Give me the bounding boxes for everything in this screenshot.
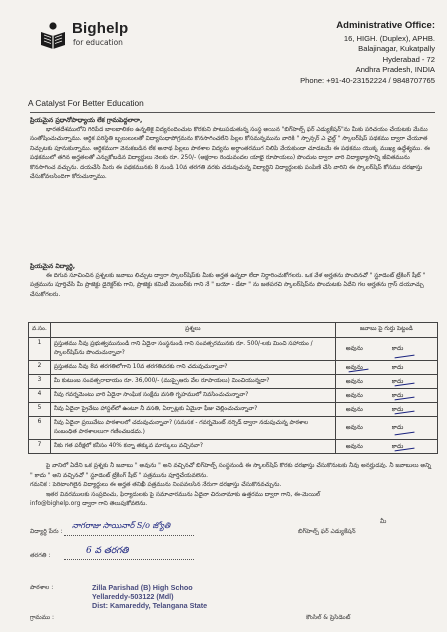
instruction-paragraph: ఈ దిగువ సూచించిన ప్రశ్నలకు జవాబు లిచ్చుట ద్వారా స్కాలర్‌షిప్‌కు మీకు అర్హత ఉన్నదా లేదా నిర్ధారించుకోగలరు. ఒక వేళ అర్హతను పొందినచో " స్టూడెంట్ ట్రేకింగ్ షీట్ " పత్రమును పూర్తిచేసి మీ ప్రాజెక్టు డైరెక్టర్‌కు గాని, ప్రాజెక్టు కమిటీ మెంబర్‌కు గాని నే " బయో - డేటా " ను జతపరచి స్కాలర్‌షిప్‌ను పొందుటకు ఏదేని గల అర్హతను గ్రాస్ దయూచ్చు చేసుకోగలరు. [30, 272, 426, 298]
brand-name: Bighelp [72, 20, 129, 37]
class-field[interactable] [64, 559, 194, 560]
option-no[interactable]: కాదు [391, 424, 404, 431]
option-yes[interactable]: అవును [345, 377, 363, 385]
option-no[interactable]: కాదు [391, 391, 404, 399]
stamp-line: Zilla Parishad (B) High Schoo [92, 583, 193, 592]
note-text: గమనిక : పెరిటాంగిలైన విద్యార్థులు ఈ అర్హత తనిఖీ పత్రమును నింపవలసిన నేరుగా దరఖాస్తు చేసుకొనవచ్చును. [30, 482, 282, 488]
pen-mark-icon [347, 361, 368, 373]
table-row [29, 417, 438, 440]
table-row [29, 375, 438, 389]
class-label: తరగతి : [30, 552, 51, 559]
row-number: 2 [29, 361, 51, 375]
row-number: 4 [29, 389, 51, 403]
answer-cell[interactable] [335, 417, 437, 440]
answer-cell[interactable] [335, 338, 437, 361]
table-header-row [29, 323, 438, 338]
table-row [29, 389, 438, 403]
intro-paragraph: భారతదేశములోని గిరిపేద బాలబాలికల ఉన్నతికై విద్యనందించుట కొరకుని పాటుపడుతున్న సంస్థ అయిన "బిగ్‌హెల్ప్ ఫర్ ఎడ్యుకేషన్"ను మీకు పరిచయం చేయటకు మేము సంతోషించుచున్నాము. ఆర్థిక పరిస్థితి బ్బలులులతో విద్యాసుధాపోగ్రమను కొనసాగించలేని పిల్లల కోసమన్నమును వారికి " స్పాన్సర్ ఎ చైల్డ్ " స్కాలర్‌షిప్ పథకము ద్వారా చేయూత నిచ్చుటకు పూనుకున్నాము. ఆర్థికముగా వెనుకబడిన లేక అనాథ పిల్లలు పాఠశాల విద్యను అర్ధాంతరముగ నిలిపి వేయకుండా చూడటమే ఈ పథకము యొక్క ముఖ్య ఉద్దేశ్యము. ఈ పథకములో తగిన అర్హతలతో ఎన్నుకోబడిన విద్యార్థులు నెలకు రూ. 250/- (అక్షరాల రెండువందల యాభై రూపాయలు) పొందుట ద్వారా వారి విద్యాభ్యాసాన్ని జీవితమును కొనసాగించ వచ్చును. దయచేసి మీరు ఈ పథకమునకు 8 నుండి 10వ తరగతి వరకు చదువుచున్న విద్యార్థిని విద్యార్థులకు పంపిణి చేసి వారిని ఈ స్కాలర్‌షిప్ కోసము దరఖాస్తు చేసుకోవలసిందిగా కోరుచున్నాము. [30, 126, 430, 180]
stamp-line: Dist: Kamareddy, Telangana State [92, 600, 208, 610]
column-header-answer: జవాబు పై గుర్తు పెట్టండి [335, 323, 437, 338]
office-line: Andhra Pradesh, INDIA [355, 65, 435, 75]
table-row [29, 338, 438, 361]
option-no[interactable]: కాదు [391, 405, 404, 413]
student-name-field[interactable] [64, 535, 194, 536]
question-text: నీవు ఏదైనా ప్రైవేటు హాస్టల్‌లో ఉంటూ నీ వసతి, ఏర్పాట్లకు ఏమైనా ఫీజు చెల్లించుచున్నావా? [50, 403, 335, 417]
column-header-number: వ.సం. [29, 323, 51, 338]
signoff-title: కౌంసిల్ & ప్రెసిడెంట్ [306, 614, 351, 621]
student-name-label: విద్యార్థి పేరు : [30, 528, 63, 535]
salutation-headmaster: ప్రియమైన ప్రధానోపాధ్యాయ లేక గ్రామపెద్దలారా, [30, 117, 143, 124]
signoff-organization: బిగ్‌హెల్ప్ ఫర్ ఎడ్యుకేషన్ [298, 528, 356, 535]
tagline: A Catalyst For Better Education [28, 98, 144, 108]
pen-mark-icon [393, 389, 414, 401]
question-text: ప్రస్తుతము నీవు ప్రభుత్వమునుండి గాని ఏదైనా సంస్థనుండి గాని సంవత్సరమునకు రూ. 500/-లకు మించి సహాయం / స్కాలర్‌షిప్‌ను పొందుచున్నావా? [50, 338, 335, 361]
row-number: 7 [29, 440, 51, 454]
row-number: 1 [29, 338, 51, 361]
eligibility-rule-text: పై వానిలో ఏదేని ఒక ప్రశ్నకు నీ జవాబు " అవును " అని వచ్చినచో బిగ్‌హెల్ప్ సంస్థనుండి ఈ స్కాలర్‌షిప్ కొరకు దరఖాస్తు చేసుకొనుటకు నీవు అనర్హుడవు. నీ జవాబులు అన్ని " కాదు " అని వచ్చినచో " స్టూడెంట్ ట్రేకింగ్ షీట్ " పత్రమును పూర్తిచేయవలెను. [30, 463, 432, 479]
stamp-line: Yellareddy-503122 (Mdl) [92, 591, 174, 601]
pen-mark-icon [393, 375, 414, 387]
option-yes[interactable]: అవును [345, 405, 363, 413]
office-line: Balajinagar, Kukatpally [358, 44, 435, 54]
question-text: నీవు గవర్నమెంటు వారి ఏదైనా సాంఘిక సంక్షేమ వసతి గృహములో నివసించుచున్నావా? [50, 389, 335, 403]
closing-section [30, 462, 433, 510]
office-address [265, 20, 435, 86]
brand-subtitle: for education [73, 38, 123, 47]
question-text: ప్రస్తుతము నీవు 8వ తరగతిలోగాని 10వ తరగతివరకు గాని చదువుచున్నావా? [50, 361, 335, 375]
option-no[interactable]: కాదు [391, 442, 404, 450]
school-label: పాఠశాల : [30, 584, 54, 591]
table-row [29, 361, 438, 375]
answer-cell[interactable] [335, 440, 437, 454]
question-text: నీకు గత పరీక్షలో కనీసం 40% కన్నా తక్కువ మార్కులు వచ్చినవా? [50, 440, 335, 454]
school-stamp [92, 584, 252, 610]
option-yes[interactable]: అవును [345, 363, 363, 371]
column-header-question: ప్రశ్నలు [50, 323, 335, 338]
pen-mark-icon [393, 440, 414, 452]
village-label: గ్రామము : [30, 614, 55, 621]
pen-mark-icon [393, 347, 414, 359]
letter-section-2 [30, 262, 433, 300]
contact-text: ఇతర వివరములకు సంప్రదించు, ఫిర్యాదులకు పై సమాచారమును ఏదైనా చిరునామాకు ఉత్తరము ద్వారా గాని, ఈ-మెయిల్ [46, 491, 321, 498]
office-line: 16, HIGH. (Duplex), APHB. [343, 34, 435, 43]
class-value: 6 వ తరగతి [86, 546, 129, 556]
office-heading: Administrative Office: [336, 20, 435, 31]
salutation-student: ప్రియమైన విద్యార్థి, [30, 263, 76, 270]
contact-email-text: info@bighelp.org ద్వారా గాని తెలుపుకోవలెను. [30, 501, 148, 507]
row-number: 3 [29, 375, 51, 389]
signoff-prefix: మీ [380, 518, 387, 525]
option-yes[interactable]: అవును [345, 345, 363, 352]
eligibility-table [28, 322, 438, 454]
row-number: 5 [29, 403, 51, 417]
header-divider [30, 112, 435, 113]
answer-cell[interactable] [335, 361, 437, 375]
table-row [29, 403, 438, 417]
row-number: 6 [29, 417, 51, 440]
pen-mark-icon [393, 424, 414, 436]
option-yes[interactable]: అవును [345, 391, 363, 399]
question-text: నీవు ఏదైనా ప్రయివేటు పాఠశాలలో చదువుచున్నావా? (సమసక - గవర్నమెంట్ నర్సెడ్‌ ద్వారా నడుపుచున్న పాఠశాల సంబంధిత పాఠశాలలుగా గణించబడదు.) [50, 417, 335, 440]
table-row [29, 440, 438, 454]
office-line: Hyderabad - 72 [382, 54, 435, 64]
option-no[interactable]: కాదు [391, 345, 404, 352]
answer-cell[interactable] [335, 403, 437, 417]
bighelp-logo-icon [38, 20, 68, 50]
option-no[interactable]: కాదు [391, 363, 404, 371]
question-text: మీ కుటుంబ సంవత్సరాదాయం రూ. 36,000/- (ముప్పైఆరు వేల రూపాయలు) మించియున్నదా? [50, 375, 335, 389]
option-yes[interactable]: అవును [345, 424, 363, 431]
option-no[interactable]: కాదు [391, 377, 404, 385]
option-yes[interactable]: అవును [345, 442, 363, 450]
letter-section-1 [30, 116, 433, 183]
pen-mark-icon [393, 403, 414, 415]
answer-cell[interactable] [335, 375, 437, 389]
office-phone: Phone: +91-40-23152224 / 9848707765 [300, 75, 435, 85]
answer-cell[interactable] [335, 389, 437, 403]
student-name-value: నాగరాజు సాయినార్ S/o జ్యోతి [72, 521, 171, 530]
